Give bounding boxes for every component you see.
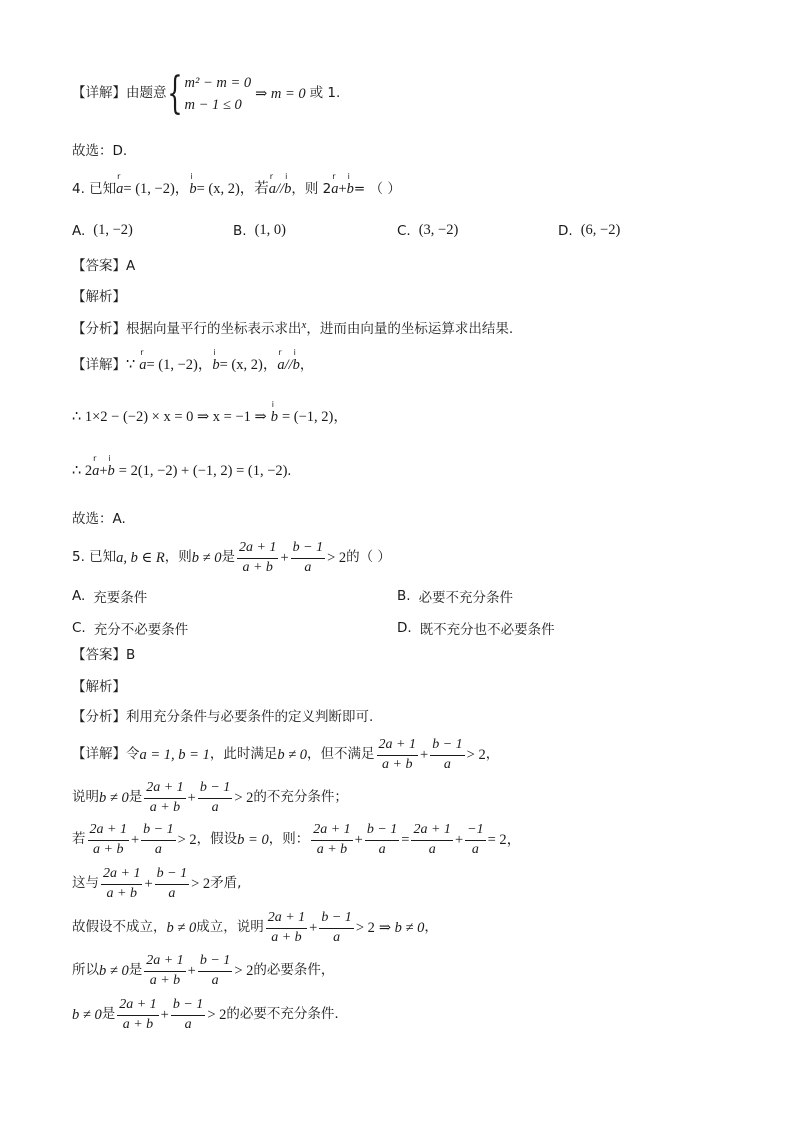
option-letter: A. — [72, 222, 86, 239]
q5-vars: a, b ∈ R — [116, 549, 165, 566]
numerator: b − 1 — [198, 781, 232, 799]
numerator: −1 — [465, 823, 485, 841]
or-text: 或 1. — [309, 85, 341, 102]
system-result: ⇒ m = 0 — [255, 85, 306, 102]
fraction-1 — [266, 911, 307, 945]
q4-detail-1 — [72, 348, 314, 373]
q5-option-c — [72, 618, 188, 638]
vector-a: r a — [331, 172, 339, 197]
fraction-2 — [319, 911, 353, 945]
because-symbol: ∵ — [126, 357, 136, 373]
vector-b: i b — [270, 400, 278, 425]
vector-b: i b — [189, 172, 197, 197]
q5-detail-5: 故假设不成立， b ≠ 0 成立，说明 $\frac{2a + 1}{a + b}$ + $\frac{b - 1}{a}$ > 2 ⇒ b ≠ 0 ， — [72, 910, 438, 945]
vector-b: i b — [107, 454, 115, 479]
q5-detail-3: 若 $\frac{2a + 1}{a + b}$ + $\frac{b - 1}{a}$ > 2 ，假设 b = 0 ，则： $\frac{2a + 1}{a + b}$ + $\frac{b - 1}{a}$ = $\frac{2a + 1}{a}$ + $\frac{-1}{a}$ = 2， — [72, 822, 522, 857]
q5-d1-vals: a = 1, b = 1 — [139, 746, 210, 763]
gt-2: > 2 — [191, 875, 211, 892]
gt-2: > 2 — [177, 831, 197, 848]
vector-b: i b — [284, 172, 292, 197]
parallel-symbol: // — [284, 357, 293, 373]
vector-b: i b — [212, 348, 220, 373]
q5-b-ne-0: b ≠ 0 — [277, 746, 308, 763]
q5-detail-7: b ≠ 0 是 $\frac{2a + 1}{a + b}$ + $\frac{b - 1}{a}$ > 2 的必要不充分条件. — [72, 997, 339, 1032]
denominator: a — [428, 841, 436, 857]
q5-detail-6: 所以 b ≠ 0 是 $\frac{2a + 1}{a + b}$ + $\frac{b - 1}{a}$ > 2 的必要条件， — [72, 953, 335, 988]
denominator: a — [471, 841, 479, 857]
fraction-3 — [411, 823, 452, 857]
q5-d3-then: ，则： — [268, 831, 310, 848]
fraction-1 — [311, 823, 352, 857]
q4-option-b — [233, 222, 286, 239]
q5-d4-tail: 矛盾, — [210, 875, 242, 892]
equation-system — [166, 68, 252, 119]
q5-b-ne-0: b ≠ 0 — [72, 1006, 102, 1023]
q4-detail-a: = (1, −2)， — [146, 357, 213, 373]
numerator: b − 1 — [319, 911, 353, 929]
option-text: 既不充分也不必要条件 — [419, 622, 555, 638]
numerator: b − 1 — [141, 823, 175, 841]
detail-intro: 由题意 — [126, 85, 167, 102]
q5-is: 是 — [221, 549, 235, 566]
q4-a-value: = (1, −2)， — [123, 181, 190, 197]
option-text: 充分不必要条件 — [93, 622, 189, 638]
q5-detail-4: 这与 $\frac{2a + 1}{a + b}$ + $\frac{b - 1}{a}$ > 2 矛盾, — [72, 866, 242, 901]
denominator: a — [211, 972, 219, 988]
q5-detail-1: 【详解】令 a = 1, b = 1 ，此时满足 b ≠ 0 ，但不满足 $\frac{2a + 1}{a + b}$ + $\frac{b - 1}{a}$ > 2 ， — [72, 737, 500, 772]
option-letter: B. — [233, 222, 247, 239]
numerator: 2a + 1 — [144, 954, 185, 972]
fraction-2 — [141, 823, 175, 857]
q4-analysis-heading: 【解析】 — [72, 289, 126, 305]
denominator: a — [154, 841, 162, 857]
denominator: a + b — [242, 559, 273, 575]
q4-option-d — [558, 222, 620, 239]
numerator: b − 1 — [291, 541, 325, 559]
fraction-2 — [365, 823, 399, 857]
denominator: a + b — [106, 885, 137, 901]
comma: ， — [299, 356, 314, 373]
q5-d3-b0: b = 0 — [237, 831, 269, 848]
q4-prefix: 4. 已知 — [72, 180, 117, 197]
denominator: a + b — [149, 972, 181, 988]
option-letter: B. — [397, 588, 411, 604]
option-text: 充要条件 — [93, 590, 148, 606]
numerator: 2a + 1 — [101, 867, 142, 885]
q5-b-ne-0: b ≠ 0 — [99, 962, 129, 979]
fraction-1 — [88, 823, 129, 857]
fraction-2 — [171, 998, 205, 1032]
denominator: a + b — [382, 756, 413, 772]
q4-line2-tail: = (−1, 2)， — [281, 409, 348, 425]
q5-analysis-heading: 【解析】 — [72, 679, 126, 695]
q5-option-d — [397, 618, 555, 638]
q4-option-a — [72, 222, 133, 239]
fraction-1 — [117, 998, 158, 1032]
q4-b-value: = (x, 2)，若 — [196, 181, 269, 197]
q5-d3-end: = 2， — [487, 831, 522, 848]
denominator: a — [184, 1016, 192, 1032]
numerator: 2a + 1 — [88, 823, 129, 841]
fraction-2 — [430, 738, 464, 772]
vector-b: i b — [292, 348, 300, 373]
fraction-4 — [465, 823, 485, 857]
q5-detail-2: 说明 b ≠ 0 是 $\frac{2a + 1}{a + b}$ + $\frac{b - 1}{a}$ > 2 的不充分条件； — [72, 780, 348, 815]
denominator: a — [168, 885, 176, 901]
q5-mid: ，则 — [164, 549, 192, 566]
q4-line3-pre: ∴ 2 — [72, 463, 93, 479]
numerator: b − 1 — [198, 954, 232, 972]
option-letter: D. — [558, 222, 573, 239]
option-value: (3, −2) — [418, 222, 459, 238]
vector-a: r a — [277, 348, 285, 373]
numerator: b − 1 — [171, 998, 205, 1016]
numerator: 2a + 1 — [144, 781, 185, 799]
left-brace: { — [166, 68, 183, 119]
q4-stem — [72, 172, 401, 197]
fraction-1 — [144, 781, 185, 815]
q5-d7-tail: 的必要不充分条件. — [226, 1006, 339, 1023]
denominator: a — [211, 799, 219, 815]
q4-fenxi-var: x — [301, 319, 307, 332]
gt-2: > 2 — [234, 789, 254, 806]
q5-b-ne-0: b ≠ 0 — [191, 549, 222, 566]
gt-2: > 2 — [234, 962, 254, 979]
detail-label: 【详解】 — [72, 356, 126, 373]
denominator: a + b — [149, 799, 181, 815]
vector-a: r a — [139, 348, 147, 373]
fraction-2 — [155, 867, 189, 901]
option-letter: D. — [397, 620, 412, 636]
comma: ， — [424, 919, 438, 936]
q5-d6-tail: 的必要条件， — [253, 962, 335, 979]
q5-option-a — [72, 586, 147, 606]
equals: = — [401, 831, 410, 848]
q5-d3-pre: 若 — [72, 831, 86, 848]
fraction-1 — [144, 954, 185, 988]
q4-fenxi-tail: ，进而由向量的坐标运算求出结果. — [306, 321, 514, 337]
q4-fenxi — [72, 319, 514, 337]
vector-a: r a — [116, 172, 124, 197]
q5-b-ne-0: b ≠ 0 — [99, 789, 129, 806]
gt-2: > 2 — [466, 746, 486, 763]
option-value: (1, 0) — [254, 222, 286, 238]
fraction-1 — [377, 738, 418, 772]
denominator: a — [333, 929, 341, 945]
q5-stem: 5. 已知 a, b ∈ R ，则 b ≠ 0 是 $\frac{2a + 1}{a + b}$ + $\frac{b - 1}{a}$ > 2 的（ ） — [72, 540, 391, 575]
option-value: (1, −2) — [93, 222, 133, 238]
denominator: a — [443, 756, 451, 772]
vector-a: r a — [92, 454, 100, 479]
numerator: 2a + 1 — [311, 823, 352, 841]
q4-option-c — [397, 222, 458, 239]
choose-line-1: 故选：D. — [72, 143, 128, 159]
numerator: b − 1 — [430, 738, 464, 756]
numerator: 2a + 1 — [377, 738, 418, 756]
q5-answer: 【答案】B — [72, 647, 136, 663]
option-value: (6, −2) — [580, 222, 621, 238]
option-text: 必要不充分条件 — [418, 590, 514, 606]
q4-fenxi-text: 【分析】根据向量平行的坐标表示求出 — [72, 321, 302, 337]
parallel-symbol: // — [276, 181, 285, 197]
system-eq-1: m² − m = 0 — [184, 74, 252, 91]
denominator: a — [304, 559, 312, 575]
denominator: a + b — [93, 841, 124, 857]
fraction-2 — [198, 954, 232, 988]
q5-prefix: 5. 已知 — [72, 549, 117, 566]
denominator: a + b — [271, 929, 302, 945]
q5-d2-tail: 的不充分条件； — [253, 789, 348, 806]
numerator: b − 1 — [365, 823, 399, 841]
option-letter: C. — [72, 620, 86, 636]
vector-b: i b — [346, 172, 354, 197]
denominator: a + b — [316, 841, 348, 857]
option-letter: C. — [397, 222, 411, 239]
q4-choose: 故选：A. — [72, 511, 126, 527]
q4-detail-2 — [72, 400, 348, 425]
q5-d5-pre: 故假设不成立， — [72, 919, 167, 936]
denominator: a + b — [122, 1016, 154, 1032]
detail-label: 【详解】令 — [72, 746, 140, 763]
q5-fenxi: 【分析】利用充分条件与必要条件的定义判断即可. — [72, 709, 374, 725]
q5-d5-imp: ⇒ b ≠ 0 — [378, 919, 425, 936]
system-eq-2: m − 1 ≤ 0 — [184, 97, 242, 113]
fraction-2 — [291, 541, 325, 575]
q4-then: ，则 2 — [291, 180, 332, 197]
numerator: b − 1 — [155, 867, 189, 885]
fraction-1 — [237, 541, 278, 575]
fraction-1 — [101, 867, 142, 901]
q5-d5-mid: 成立，说明 — [196, 919, 264, 936]
numerator: 2a + 1 — [411, 823, 452, 841]
q5-d3-mid: ，假设 — [196, 831, 238, 848]
q5-option-b — [397, 586, 513, 606]
q4-line2: ∴ 1×2 − (−2) × x = 0 ⇒ x = −1 ⇒ — [72, 409, 267, 425]
vector-a: r a — [268, 172, 277, 197]
q4-answer: 【答案】A — [72, 258, 136, 274]
comma: ， — [485, 746, 500, 763]
numerator: 2a + 1 — [266, 911, 307, 929]
q5-d4-pre: 这与 — [72, 875, 99, 892]
numerator: 2a + 1 — [117, 998, 158, 1016]
gt-2: > 2 — [207, 1006, 227, 1023]
option-letter: A. — [72, 588, 86, 604]
q5-is: 是 — [101, 1006, 116, 1023]
q5-is: 是 — [128, 962, 143, 979]
q4-line3-tail: = 2(1, −2) + (−1, 2) = (1, −2). — [118, 463, 292, 479]
q5-d1-mid: ，此时满足 — [209, 746, 278, 763]
q4-detail-b: = (x, 2)， — [219, 357, 278, 373]
gt-2: > 2 — [355, 919, 375, 936]
q4-detail-3: ∴ 2 r a + i b = 2(1, −2) + (−1, 2) = (1, −2). — [72, 454, 292, 479]
q5-b-ne-0: b ≠ 0 — [166, 919, 197, 936]
q4-tail: = （ ） — [353, 180, 401, 197]
q5-d6-pre: 所以 — [72, 962, 99, 979]
detail-label: 【详解】 — [72, 85, 126, 102]
q5-tail: 的（ ） — [346, 549, 391, 566]
q5-d1-mid2: ，但不满足 — [307, 746, 375, 763]
detail-line-1 — [72, 68, 341, 119]
q4-plus: + — [338, 181, 347, 197]
gt-2: > 2 — [327, 549, 347, 566]
denominator: a — [378, 841, 386, 857]
q5-is: 是 — [128, 789, 143, 806]
q5-d2-pre: 说明 — [72, 789, 99, 806]
fraction-2 — [198, 781, 232, 815]
numerator: 2a + 1 — [237, 541, 278, 559]
